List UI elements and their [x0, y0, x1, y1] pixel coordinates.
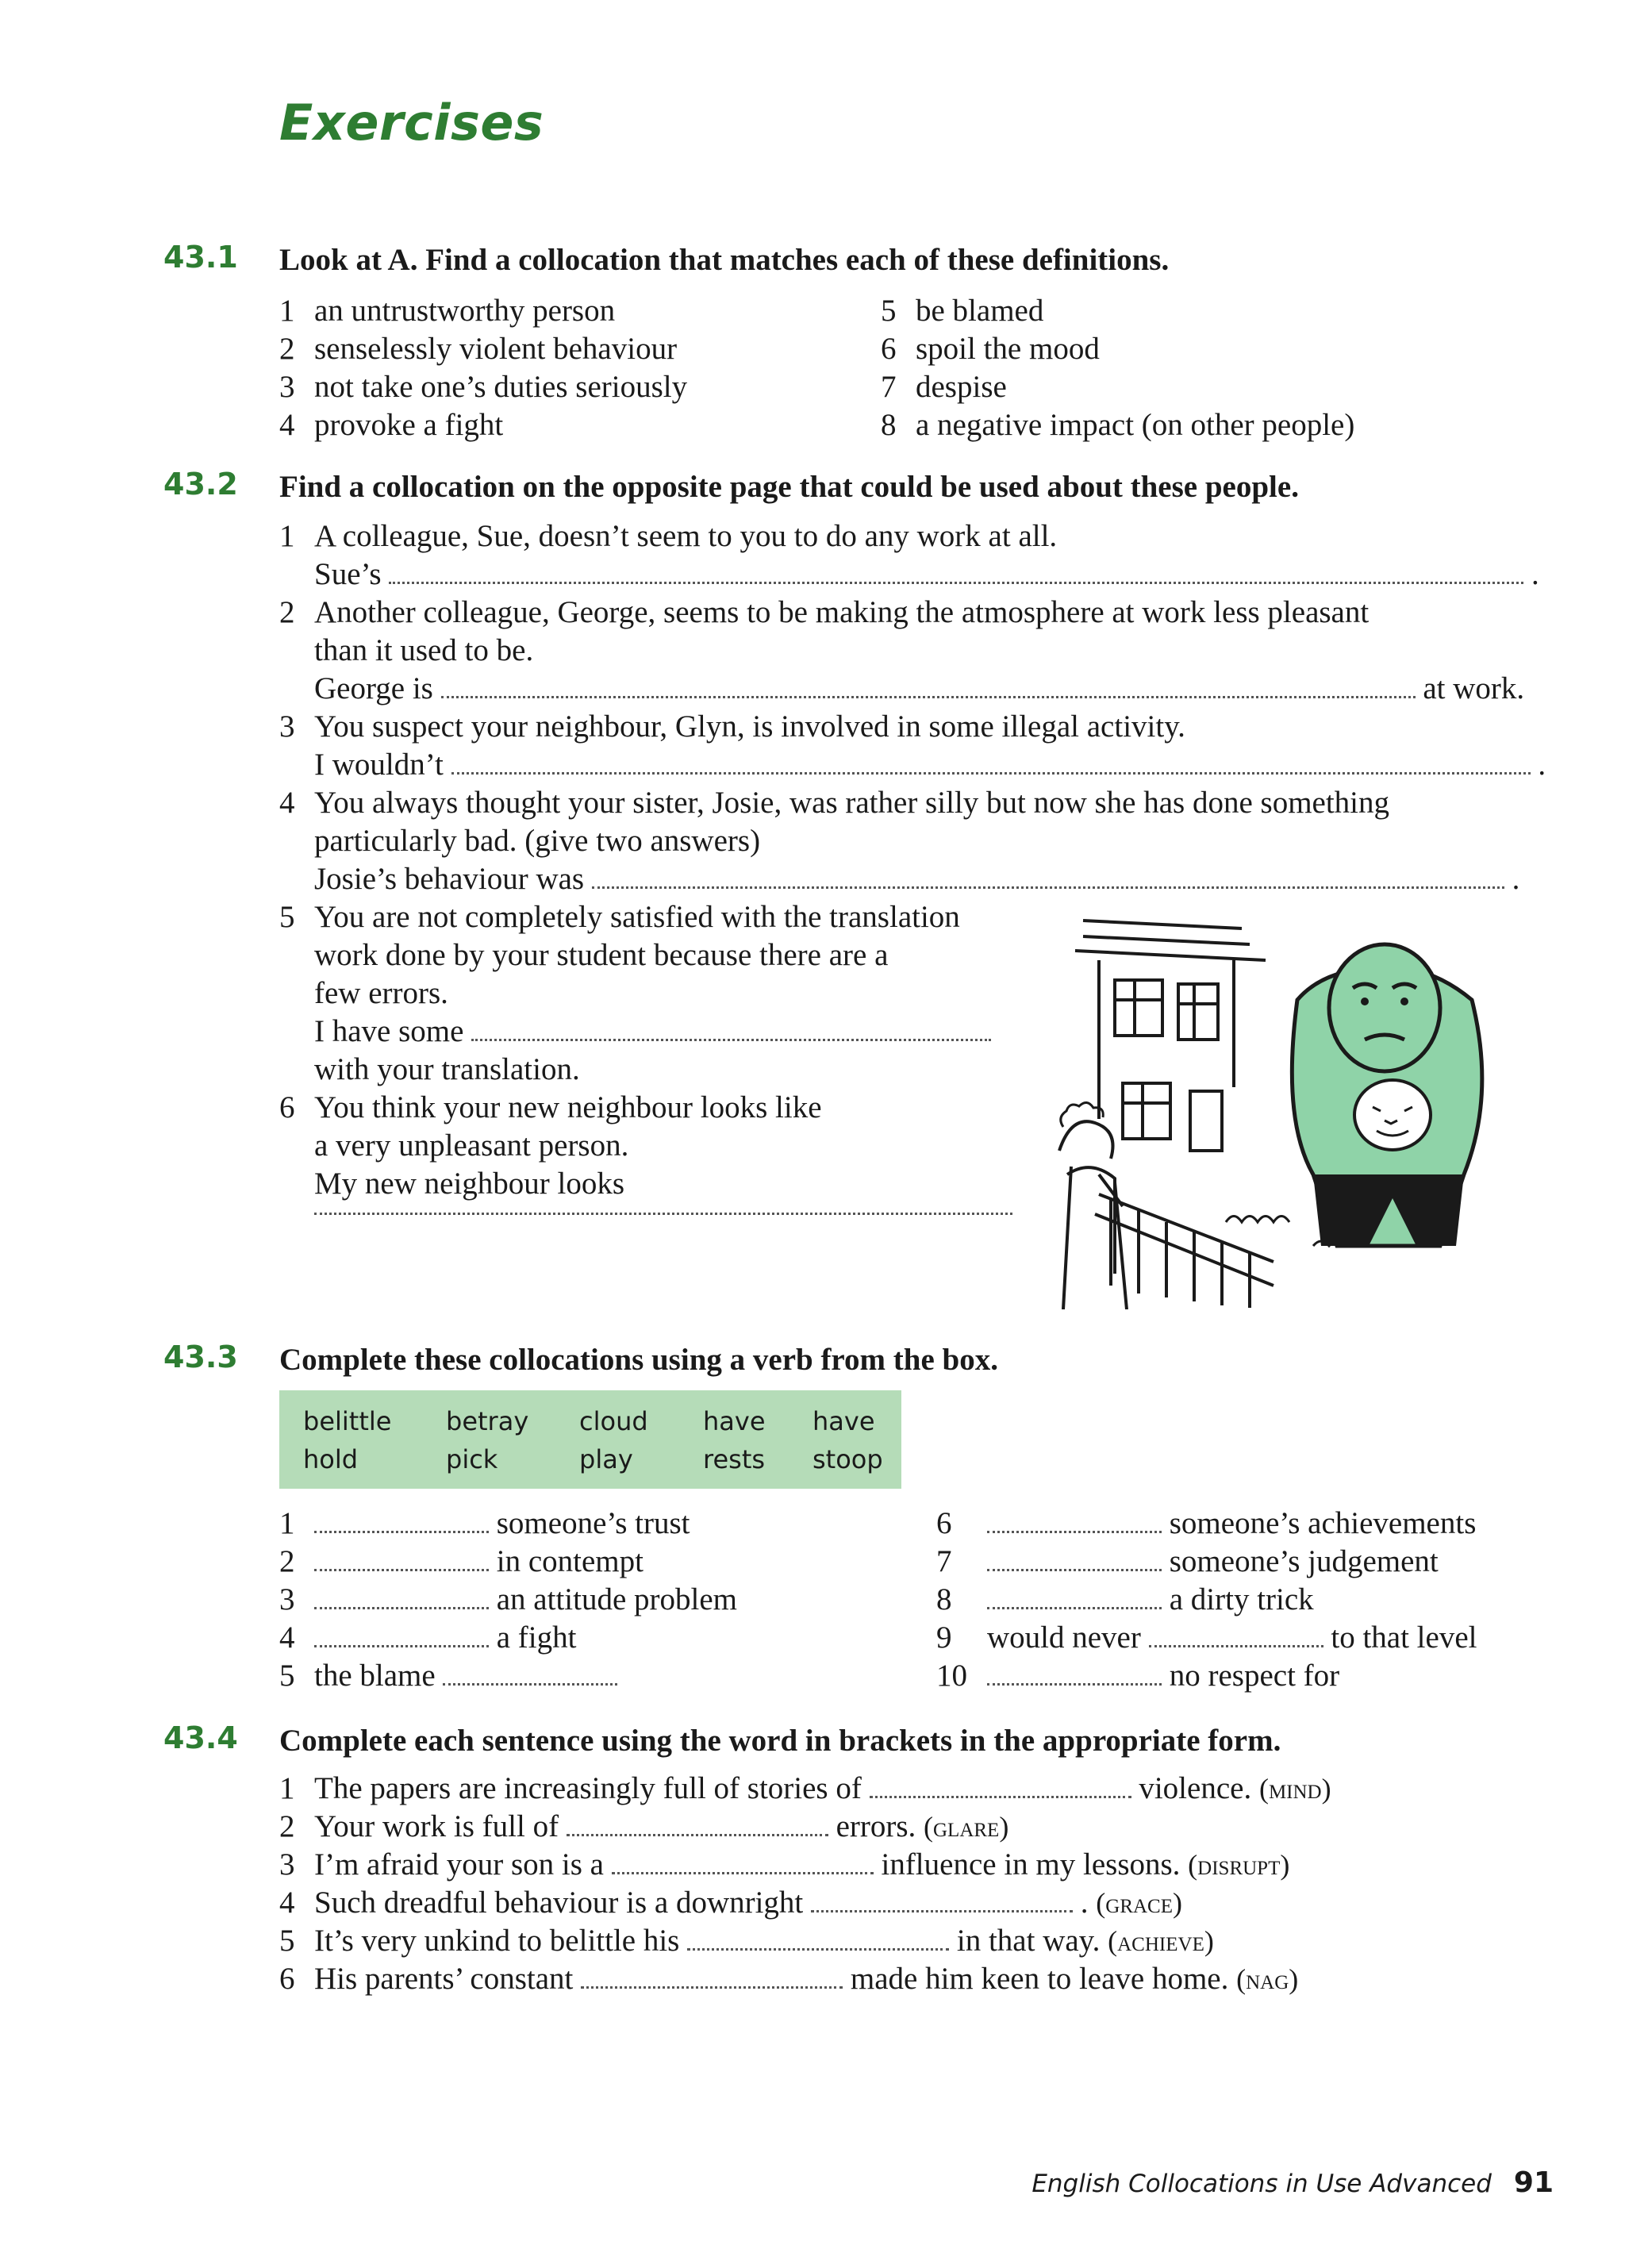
exercise-item-text: 5 You are not completely satisfied with the translation	[279, 900, 960, 934]
box-word: have	[703, 1406, 766, 1436]
answer-line: My new neighbour looks	[314, 1167, 625, 1201]
box-word: rests	[703, 1444, 766, 1474]
word-box	[279, 1390, 901, 1489]
list-item: 3 I’m afraid your son is a influence in my lessons. (disrupt)	[279, 1847, 1290, 1882]
exercise-item-text: than it used to be.	[314, 633, 534, 667]
exercise-item-text: with your translation.	[314, 1052, 580, 1086]
exercise-instruction-43-3: Complete these collocations using a verb from the box.	[279, 1343, 998, 1377]
list-item: 1 The papers are increasingly full of stories of violence. (mind)	[279, 1771, 1331, 1805]
list-item: 8 a dirty trick	[936, 1582, 1314, 1616]
list-item: 2 in contempt	[279, 1544, 643, 1578]
list-item: 5 be blamed	[881, 294, 1044, 328]
list-item: 4 Such dreadful behaviour is a downright . (grace)	[279, 1886, 1182, 1920]
list-item: 2 senselessly violent behaviour	[279, 332, 678, 366]
answer-blank[interactable]	[314, 1547, 489, 1571]
box-word: cloud	[579, 1406, 648, 1436]
box-word: belittle	[303, 1406, 392, 1436]
box-word: stoop	[812, 1444, 883, 1474]
answer-line: George is at work.	[314, 671, 1525, 705]
answer-line: Sue’s .	[314, 557, 1539, 591]
answer-blank[interactable]	[1149, 1623, 1323, 1647]
answer-blank[interactable]	[687, 1926, 949, 1951]
answer-blank[interactable]	[314, 1623, 489, 1647]
list-item: 7 despise	[881, 370, 1007, 404]
list-item: 5 It’s very unkind to belittle his in that way. (achieve)	[279, 1924, 1214, 1958]
exercise-item-text: 2 Another colleague, George, seems to be making the atmosphere at work less pleasant	[279, 595, 1370, 629]
exercise-number-43-3: 43.3	[163, 1340, 238, 1374]
answer-blank[interactable]	[592, 864, 1504, 889]
exercise-item-text: few errors.	[314, 976, 448, 1010]
list-item: 2 Your work is full of errors. (glare)	[279, 1809, 1009, 1843]
exercise-item-text: work done by your student because there are a	[314, 938, 889, 972]
answer-blank[interactable]	[870, 1774, 1131, 1798]
list-item: 3 an attitude problem	[279, 1582, 737, 1616]
list-item: 1 someone’s trust	[279, 1506, 690, 1540]
exercise-number-43-2: 43.2	[163, 467, 238, 502]
answer-blank[interactable]	[612, 1850, 874, 1874]
answer-blank[interactable]	[389, 559, 1523, 584]
exercise-item-text: 1 A colleague, Sue, doesn’t seem to you to do any work at all.	[279, 519, 1058, 553]
answer-blank[interactable]	[314, 1585, 489, 1609]
page-title: Exercises	[279, 94, 544, 152]
list-item: 4 provoke a fight	[279, 408, 504, 442]
exercise-number-43-1: 43.1	[163, 240, 238, 275]
answer-blank[interactable]	[441, 674, 1416, 698]
answer-blank[interactable]	[987, 1547, 1162, 1571]
answer-blank[interactable]	[811, 1888, 1073, 1912]
list-item: 1 an untrustworthy person	[279, 294, 616, 328]
exercise-number-43-4: 43.4	[163, 1720, 238, 1755]
list-item: 3 not take one’s duties seriously	[279, 370, 688, 404]
list-item: 9 would never to that level	[936, 1620, 1477, 1655]
exercise-item-text: 6 You think your new neighbour looks like	[279, 1090, 822, 1124]
exercise-instruction-43-4: Complete each sentence using the word in brackets in the appropriate form.	[279, 1724, 1281, 1758]
box-word: play	[579, 1444, 633, 1474]
exercise-instruction-43-2: Find a collocation on the opposite page that could be used about these people.	[279, 470, 1299, 504]
answer-blank[interactable]	[987, 1585, 1162, 1609]
answer-line: Josie’s behaviour was .	[314, 862, 1520, 896]
exercise-item-text: 3 You suspect your neighbour, Glyn, is involved in some illegal activity.	[279, 709, 1185, 744]
box-word: betray	[446, 1406, 529, 1436]
answer-blank[interactable]	[581, 1964, 843, 1989]
exercise-item-text: 4 You always thought your sister, Josie, was rather silly but now she has done something	[279, 786, 1390, 820]
box-word: pick	[446, 1444, 498, 1474]
answer-blank[interactable]	[451, 750, 1531, 775]
list-item: 5 the blame	[279, 1657, 617, 1695]
book-title: English Collocations in Use Advanced	[1031, 2170, 1492, 2198]
list-item: 7 someone’s judgement	[936, 1544, 1439, 1578]
answer-blank[interactable]	[314, 1213, 1012, 1215]
answer-line: I have some	[314, 1013, 991, 1051]
list-item: 8 a negative impact (on other people)	[881, 408, 1355, 442]
page-footer	[1031, 2166, 1554, 2199]
exercise-item-text: particularly bad. (give two answers)	[314, 824, 761, 858]
answer-blank[interactable]	[314, 1509, 489, 1533]
list-item: 6 spoil the mood	[881, 332, 1100, 366]
page-number: 91	[1513, 2166, 1554, 2199]
list-item: 6 someone’s achievements	[936, 1506, 1477, 1540]
exercise-instruction-43-1: Look at A. Find a collocation that matches each of these definitions.	[279, 243, 1170, 277]
exercise-item-text: a very unpleasant person.	[314, 1128, 629, 1163]
answer-blank[interactable]	[987, 1661, 1162, 1686]
box-word: have	[812, 1406, 875, 1436]
answer-blank[interactable]	[471, 1017, 991, 1041]
list-item: 10 no respect for	[936, 1659, 1340, 1693]
answer-blank[interactable]	[443, 1661, 617, 1686]
list-item: 4 a fight	[279, 1620, 577, 1655]
answer-blank[interactable]	[987, 1509, 1162, 1533]
box-word: hold	[303, 1444, 359, 1474]
list-item: 6 His parents’ constant made him keen to leave home. (nag)	[279, 1962, 1299, 1996]
answer-blank[interactable]	[567, 1812, 828, 1836]
answer-line: I wouldn’t .	[314, 748, 1546, 782]
cartoon-illustration	[1051, 913, 1504, 1309]
